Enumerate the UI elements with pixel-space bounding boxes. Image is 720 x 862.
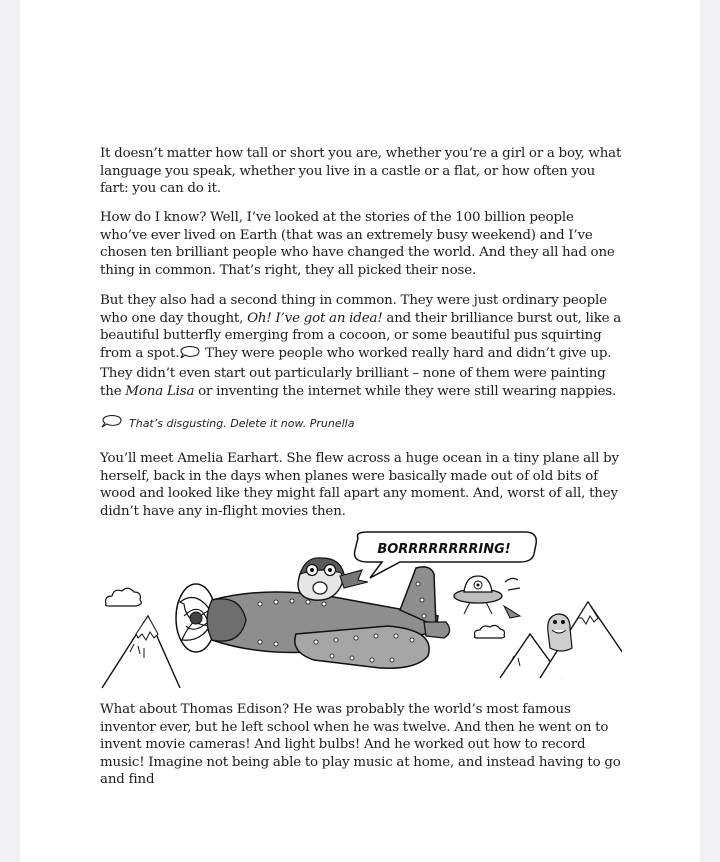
paragraph-2 <box>100 209 622 279</box>
cartoon-plane-drawing <box>100 530 622 690</box>
paragraph-3-italic-mona-lisa: Mona Lisa <box>125 383 195 399</box>
speech-bubble-icon <box>100 415 124 432</box>
paragraph-3-italic-idea: Oh! I’ve got an idea! <box>247 310 383 326</box>
paragraph-4-text: You’ll meet Amelia Earhart. She flew across a huge ocean in a tiny plane all by herself, back in the days when planes were basically made out of old bits of wood and looked like they might fall apart any moment. And, worst of all, they didn’t have any in-flight movies then. <box>100 451 619 519</box>
paragraph-1 <box>100 145 622 198</box>
footnote-prunella <box>100 415 354 432</box>
book-page <box>20 0 700 862</box>
paragraph-3-part-c: They were people who worked really hard and didn’t give up. They didn’t even start out particularly brilliant – none of them were painting the <box>100 345 612 399</box>
paragraph-1-text: It doesn’t matter how tall or short you are, whether you’re a girl or a boy, what language you speak, whether you live in a castle or a flat, or how often you fart: you can do it. <box>100 146 622 196</box>
pilot-figure <box>298 558 368 600</box>
paragraph-3-part-b: and their brilliance burst out, like a beautiful butterfly emerging from a cocoon, or some beautiful pus squirting from a spot. <box>100 310 622 361</box>
cartoon-plane <box>176 558 450 668</box>
speech-bubble-icon <box>179 346 201 366</box>
cloud-icon <box>106 588 142 606</box>
speech-bubble <box>355 532 537 578</box>
paragraph-3 <box>100 292 622 400</box>
ufo-icon <box>454 576 520 618</box>
paragraph-2-text: How do I know? Well, I’ve looked at the stories of the 100 billion people who’ve ever lived on Earth (that was an extremely busy weekend) and I’ve chosen ten brilliant people who have changed the world. And they all had one thing in common. That’s right, they all picked their nose. <box>100 210 615 278</box>
speech-bubble-text: BORRRRRRRRING! <box>377 542 511 557</box>
yeti-figure <box>548 614 572 651</box>
paragraph-5 <box>100 701 622 789</box>
cloud-icon <box>474 625 504 638</box>
mountain-left <box>102 616 180 688</box>
footnote-text: That’s disgusting. Delete it now. Prunella <box>129 417 355 430</box>
paragraph-3-part-d: or inventing the internet while they were still wearing nappies. <box>194 383 617 399</box>
paragraph-5-text: What about Thomas Edison? He was probably the world’s most famous inventor ever, but he left school when he was twelve. And then he went on to invent movie cameras! And light bulbs! And he worked out how to record music! Imagine not being able to play music at home, and instead having to go and find <box>100 702 621 787</box>
plane-illustration <box>100 530 622 690</box>
paragraph-4 <box>100 450 622 520</box>
paragraph-3-part-a: But they also had a second thing in common. They were just ordinary people who one day thought, <box>100 293 607 326</box>
